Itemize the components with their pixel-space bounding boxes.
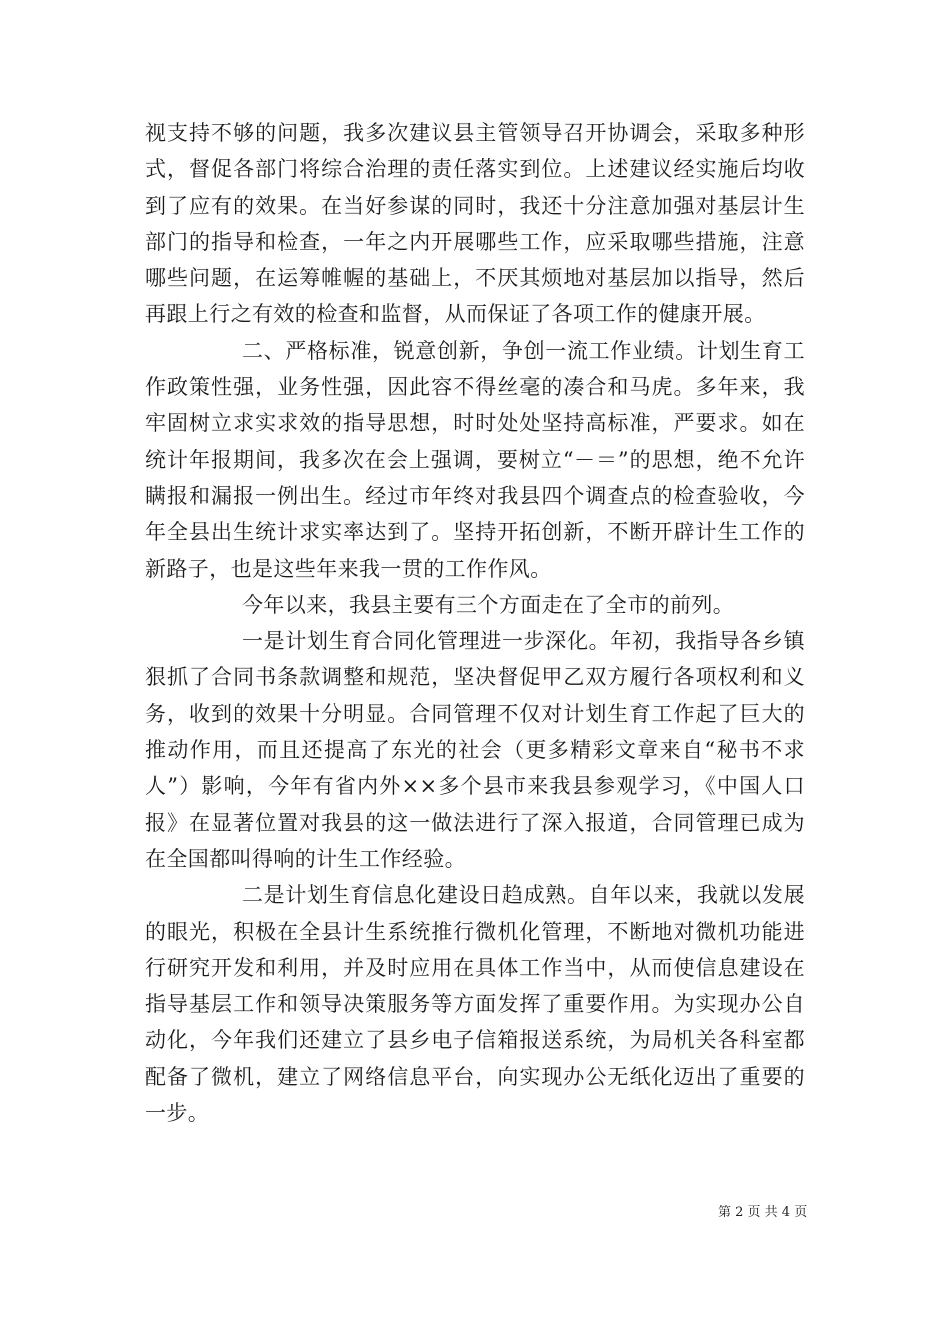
paragraph-3: 今年以来，我县主要有三个方面走在了全市的前列。 <box>242 592 735 617</box>
document-body <box>145 115 805 1131</box>
paragraph-5: 二是计划生育信息化建设日趋成熟。自年以来，我就以发展的眼光，积极在全县计生系统推行微机化管理，不断地对微机功能进行研究开发和利用，并及时应用在具体工作当中，从而使信息建设在指导基层工作和领导决策服务等方面发挥了重要作用。为实现办公自动化，今年我们还建立了县乡电子信箱报送系统，为局机关各科室都配备了微机，建立了网络信息平台，向实现办公无纸化迈出了重要的一步。 <box>145 883 805 1126</box>
paragraph-2: 二、严格标准，锐意创新，争创一流工作业绩。计划生育工作政策性强，业务性强，因此容不得丝毫的凑合和马虎。多年来，我牢固树立求实求效的指导思想，时时处处坚持高标准，严要求。如在统计年报期间，我多次在会上强调，要树立“－＝”的思想，绝不允许瞒报和漏报一例出生。经过市年终对我县四个调查点的检查验收，今年全县出生统计求实率达到了。坚持开拓创新，不断开辟计生工作的新路子，也是这些年来我一贯的工作作风。 <box>145 338 805 581</box>
page-number-footer: 第 2 页 共 4 页 <box>718 1205 808 1220</box>
paragraph-1: 视支持不够的问题，我多次建议县主管领导召开协调会，采取多种形式，督促各部门将综合治理的责任落实到位。上述建议经实施后均收到了应有的效果。在当好参谋的同时，我还十分注意加强对基层计生部门的指导和检查，一年之内开展哪些工作，应采取哪些措施，注意哪些问题，在运筹帷幄的基础上，不厌其烦地对基层加以指导，然后再跟上行之有效的检查和监督，从而保证了各项工作的健康开展。 <box>145 121 805 327</box>
paragraph-4: 一是计划生育合同化管理进一步深化。年初，我指导各乡镇狠抓了合同书条款调整和规范，坚决督促甲乙双方履行各项权利和义务，收到的效果十分明显。合同管理不仅对计划生育工作起了巨大的推动作用，而且还提高了东光的社会（更多精彩文章来自“秘书不求人”）影响，今年有省内外××多个县市来我县参观学习，《中国人口报》在显著位置对我县的这一做法进行了深入报道，合同管理已成为在全国都叫得响的计生工作经验。 <box>145 629 805 871</box>
